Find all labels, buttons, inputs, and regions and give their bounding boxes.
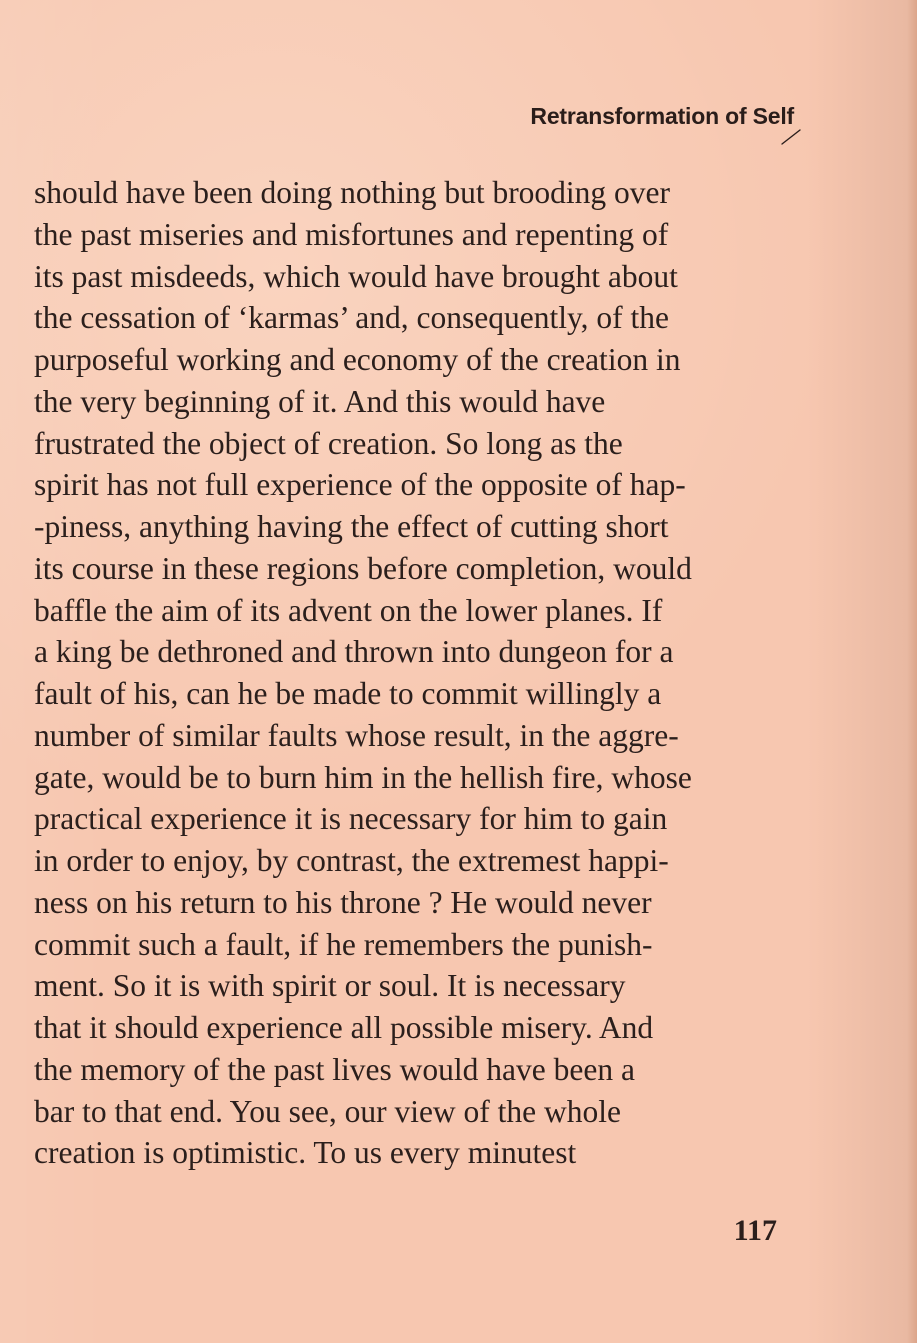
text-line: -piness, anything having the effect of cutting short: [34, 509, 669, 544]
page-edge-shadow: [907, 0, 917, 1343]
text-line: commit such a fault, if he remembers the punish-: [34, 926, 653, 962]
text-line: the very beginning of it. And this would have: [34, 383, 606, 419]
text-line: its course in these regions before completion, would: [34, 550, 692, 586]
text-line: frustrated the object of creation. So long as the: [34, 425, 623, 461]
text-line: purposeful working and economy of the creation in: [34, 342, 681, 377]
text-line: number of similar faults whose result, in the aggre-: [34, 717, 679, 753]
text-line: a king be dethroned and thrown into dungeon for a: [34, 634, 674, 670]
text-line: should have been doing nothing but brooding over: [34, 175, 671, 210]
text-line: bar to that end. You see, our view of the whole: [34, 1093, 622, 1129]
page-number: 117: [733, 1214, 777, 1247]
text-line: ness on his return to his throne ? He would never: [34, 884, 652, 920]
text-line: the cessation of ‘karmas’ and, consequently, of the: [34, 300, 670, 336]
text-line: that it should experience all possible misery. And: [34, 1010, 654, 1045]
text-line: fault of his, can he be made to commit willingly a: [34, 676, 662, 711]
text-line: creation is optimistic. To us every minutest: [34, 1135, 577, 1171]
text-line: the past miseries and misfortunes and repenting of: [34, 216, 669, 252]
check-mark-annotation: [779, 124, 803, 148]
text-line: ment. So it is with spirit or soul. It is necessary: [34, 968, 626, 1004]
text-line: in order to enjoy, by contrast, the extremest happi-: [34, 843, 669, 878]
text-line: practical experience it is necessary for him to gain: [34, 801, 668, 837]
running-head: Retransformation of Self: [530, 103, 794, 129]
text-line: gate, would be to burn him in the hellish fire, whose: [34, 759, 692, 795]
body-text: [34, 172, 802, 1174]
text-line: its past misdeeds, which would have brought about: [34, 258, 678, 294]
text-line: spirit has not full experience of the opposite of hap-: [34, 467, 686, 503]
text-line: the memory of the past lives would have been a: [34, 1051, 635, 1087]
text-line: baffle the aim of its advent on the lower planes. If: [34, 592, 663, 628]
